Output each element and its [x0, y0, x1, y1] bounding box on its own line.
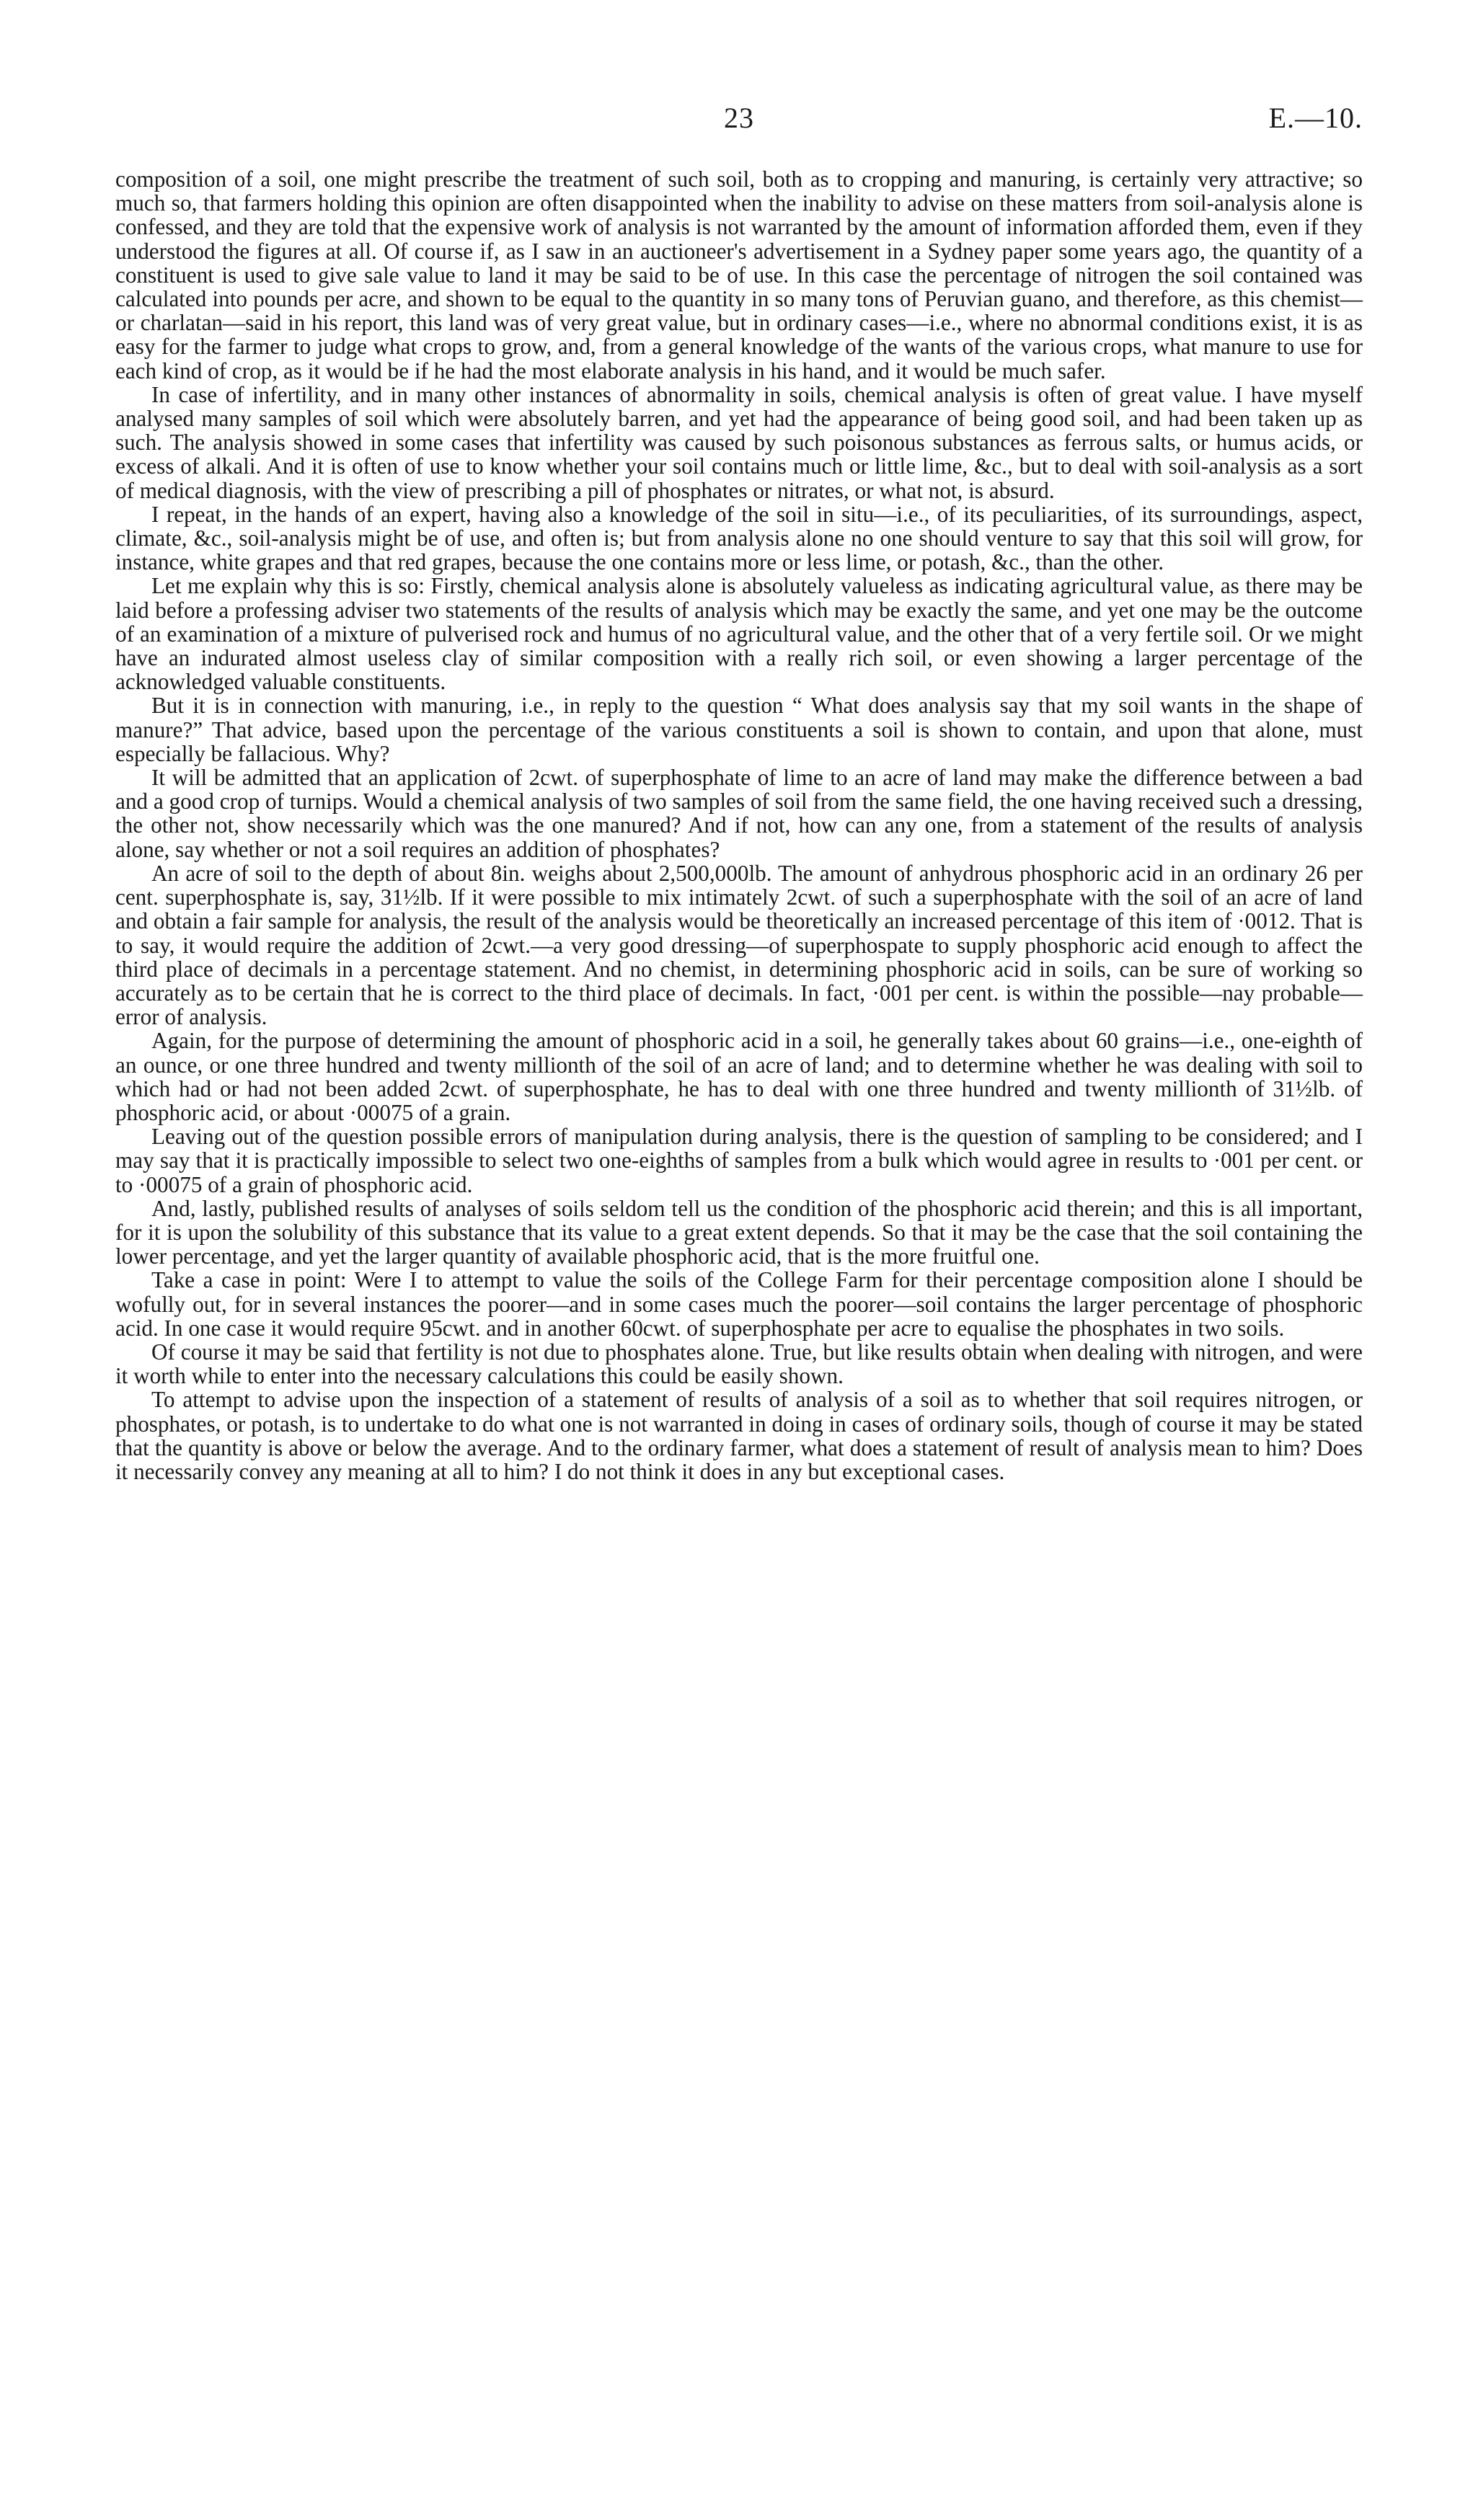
document-page	[115, 101, 1363, 2480]
paragraph-7: An acre of soil to the depth of about 8in. weighs about 2,500,000lb. The amount of anhydrous phosphoric acid in an ordinary 26 per cent. superphosphate is, say, 31½lb. If it were possible to mix intimately 2cwt. of such a superphosphate with the soil of an acre of land and obtain a fair sample for analysis, the result of the analysis would be theoretically an increased percentage of this item of ·0012. That is to say, it would require the addition of 2cwt.—a very good dressing—of superphospate to supply phosphoric acid enough to affect the third place of decimals in a percentage statement. And no chemist, in determining phosphoric acid in soils, can be sure of working so accurately as to be certain that he is correct to the third place of decimals. In fact, ·001 per cent. is within the possible—nay probable—error of analysis.	[115, 860, 1363, 1030]
paragraph-1: composition of a soil, one might prescribe the treatment of such soil, both as to cropping and manuring, is certainly very attractive; so much so, that farmers holding this opinion are often disappointed when the inability to advise on these matters from soil-analysis alone is confessed, and they are told that the expensive work of analysis is not warranted by the amount of information afforded them, even if they understood the figures at all. Of course if, as I saw in an auctioneer's advertisement in a Sydney paper some years ago, the quantity of a constituent is used to give sale value to land it may be said to be of use. In this case the percentage of nitrogen the soil contained was calculated into pounds per acre, and shown to be equal to the quantity in so many tons of Peruvian guano, and therefore, as this chemist—or charlatan—said in his report, this land was of very great value, but in ordinary cases—i.e., where no abnormal conditions exist, it is as easy for the farmer to judge what crops to grow, and, from a general knowledge of the wants of the various crops, what manure to use for each kind of crop, as it would be if he had the most elaborate analysis in his hand, and it would be much safer.	[115, 167, 1363, 383]
paragraph-2: In case of infertility, and in many other instances of abnormality in soils, chemical analysis is often of great value. I have myself analysed many samples of soil which were absolutely barren, and yet had the appearance of being good soil, and had been taken up as such. The analysis showed in some cases that infertility was caused by such poisonous substances as ferrous salts, or humus acids, or excess of alkali. And it is often of use to know whether your soil contains much or little lime, &c., but to deal with soil-analysis as a sort of medical diagnosis, with the view of prescribing a pill of phosphates or nitrates, or what not, is absurd.	[115, 381, 1363, 503]
report-code: E.—10.	[1268, 102, 1363, 134]
paragraph-6: It will be admitted that an application of 2cwt. of superphosphate of lime to an acre of land may make the difference between a bad and a good crop of turnips. Would a chemical analysis of two samples of soil from the same field, the one having received such a dressing, the other not, show necessarily which was the one manured? And if not, how can any one, from a statement of the results of analysis alone, say whether or not a soil requires an addition of phosphates?	[115, 765, 1363, 862]
page-header	[115, 101, 1363, 148]
body-text	[115, 167, 1363, 1483]
paragraph-9: Leaving out of the question possible errors of manipulation during analysis, there is the question of sampling to be considered; and I may say that it is practically impossible to select two one-eighths of samples from a bulk which would agree in results to ·001 per cent. or to ·00075 of a grain of phosphoric acid.	[115, 1124, 1363, 1197]
paragraph-3: I repeat, in the hands of an expert, having also a knowledge of the soil in situ—i.e., of its peculiarities, of its surroundings, aspect, climate, &c., soil-analysis might be of use, and often is; but from analysis alone no one should venture to say that this soil will grow, for instance, white grapes and that red grapes, because the one contains more or less lime, or potash, &c., than the other.	[115, 501, 1363, 575]
paragraph-10: And, lastly, published results of analyses of soils seldom tell us the condition of the phosphoric acid therein; and this is all important, for it is upon the solubility of this substance that its value to a great extent depends. So that it may be the case that the soil containing the lower percentage, and yet the larger quantity of available phosphoric acid, that is the more fruitful one.	[115, 1195, 1363, 1269]
paragraph-13: To attempt to advise upon the inspection of a statement of results of analysis of a soil as to whether that soil requires nitrogen, or phosphates, or potash, is to undertake to do what one is not warranted in doing in cases of ordinary soils, though of course it may be stated that the quantity is above or below the average. And to the ordinary farmer, what does a statement of result of analysis mean to him? Does it necessarily convey any meaning at all to him? I do not think it does in any but exceptional cases.	[115, 1387, 1363, 1484]
paragraph-5: But it is in connection with manuring, i.e., in reply to the question “ What does analysis say that my soil wants in the shape of manure?” That advice, based upon the percentage of the various constituents a soil is shown to contain, and upon that alone, must especially be fallacious. Why?	[115, 693, 1363, 766]
paragraph-12: Of course it may be said that fertility is not due to phosphates alone. True, but like results obtain when dealing with nitrogen, and were it worth while to enter into the necessary calculations this could be easily shown.	[115, 1339, 1363, 1389]
paragraph-11: Take a case in point: Were I to attempt to value the soils of the College Farm for their percentage composition alone I should be wofully out, for in several instances the poorer—and in some cases much the poorer—soil contains the larger percentage of phosphoric acid. In one case it would require 95cwt. and in another 60cwt. of superphosphate per acre to equalise the phosphates in two soils.	[115, 1267, 1363, 1341]
paragraph-8: Again, for the purpose of determining the amount of phosphoric acid in a soil, he generally takes about 60 grains—i.e., one-eighth of an ounce, or one three hundred and twenty millionth of the soil of an acre of land; and to determine whether he was dealing with soil to which had or had not been added 2cwt. of superphosphate, he has to deal with one three hundred and twenty millionth of 31½lb. of phosphoric acid, or about ·00075 of a grain.	[115, 1028, 1363, 1125]
page-number: 23	[724, 102, 754, 134]
paragraph-4: Let me explain why this is so: Firstly, chemical analysis alone is absolutely valueless as indicating agricultural value, as there may be laid before a professing adviser two statements of the results of analysis which may be exactly the same, and yet one may be the outcome of an examination of a mixture of pulverised rock and humus of no agricultural value, and the other that of a very fertile soil. Or we might have an indurated almost useless clay of similar composition with a really rich soil, or even showing a larger percentage of the acknowledged valuable constituents.	[115, 573, 1363, 695]
